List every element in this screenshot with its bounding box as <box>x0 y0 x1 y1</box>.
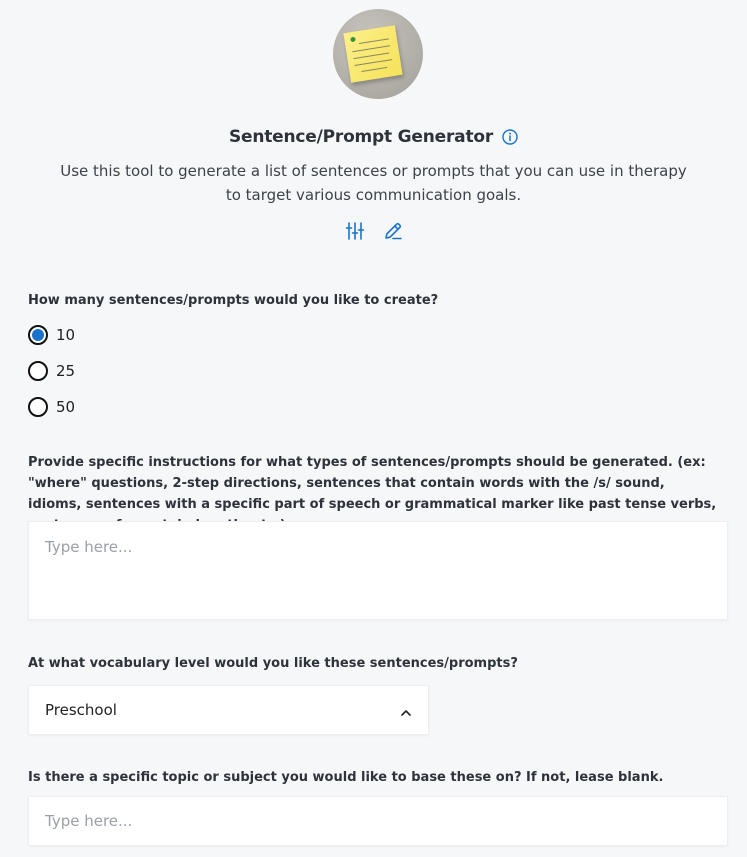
select-value: Preschool <box>45 701 117 719</box>
count-option-50[interactable] <box>28 395 75 419</box>
count-question-label: How many sentences/prompts would you like to create? <box>28 293 439 308</box>
radio-label: 25 <box>56 362 76 380</box>
tool-actions <box>0 221 747 243</box>
radio-button[interactable] <box>28 397 48 417</box>
vocab-level-label: At what vocabulary level would you like these sentences/prompts? <box>28 656 518 671</box>
chevron-up-icon <box>400 704 412 716</box>
page-title: Sentence/Prompt Generator <box>228 127 494 147</box>
info-icon[interactable] <box>502 129 518 145</box>
count-option-25[interactable] <box>28 359 75 383</box>
count-option-10[interactable] <box>28 323 75 347</box>
sliders-icon[interactable] <box>345 221 365 241</box>
topic-label: Is there a specific topic or subject you would like to base these on? If not, lease blank. <box>28 770 664 785</box>
vocab-level-select[interactable] <box>28 685 429 735</box>
instructions-label: Provide specific instructions for what types of sentences/prompts should be generated. (ex: "where" questions, 2-step directions, sentences that contain words with the /s/ sound, idioms, sentences with a specific part of speech or grammatical marker like past tense verbs, <box>28 455 717 512</box>
sticky-note-image <box>343 25 402 83</box>
radio-label: 10 <box>56 326 76 344</box>
tool-avatar <box>333 9 423 99</box>
topic-input[interactable] <box>28 796 728 846</box>
page-description: Use this tool to generate a list of sentences or prompts that you can use in therapy to target various communication goals. <box>60 162 687 204</box>
radio-button-checked[interactable] <box>28 325 48 345</box>
radio-button[interactable] <box>28 361 48 381</box>
radio-label: 50 <box>56 398 76 416</box>
title-row <box>0 124 747 150</box>
pencil-icon[interactable] <box>383 221 403 241</box>
instructions-textarea[interactable] <box>28 521 728 620</box>
